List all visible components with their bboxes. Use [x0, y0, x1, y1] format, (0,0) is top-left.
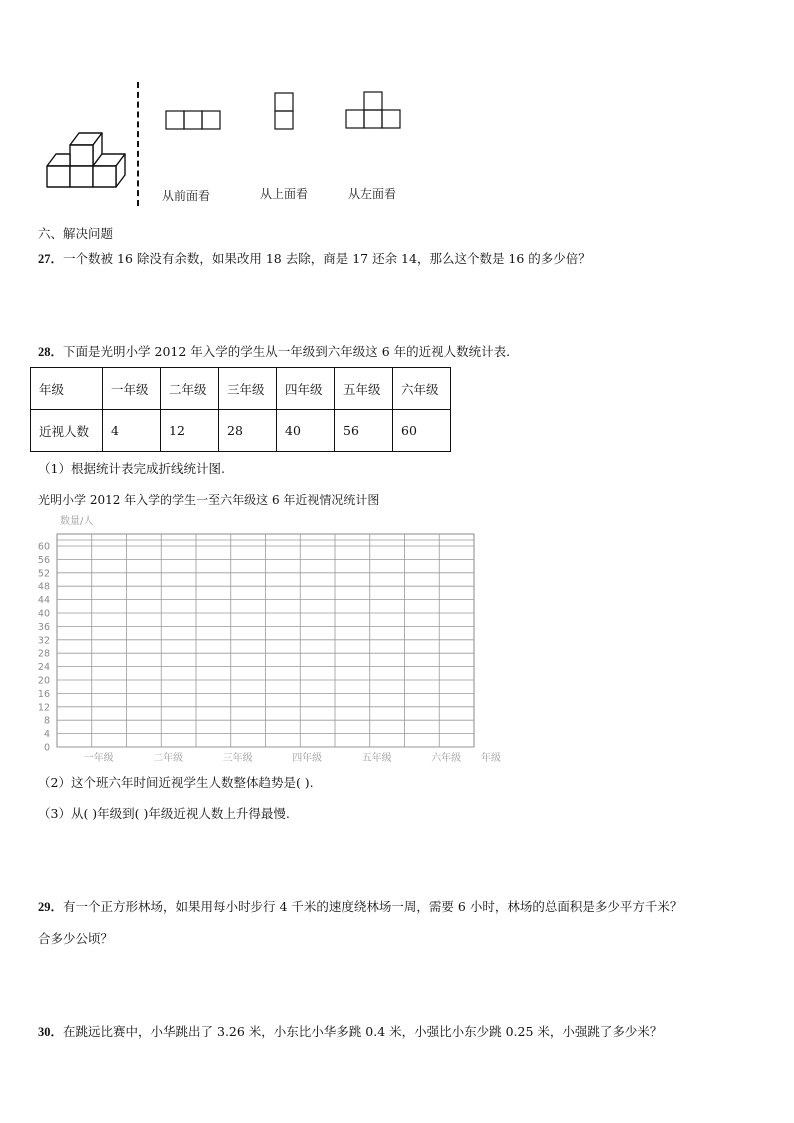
- top-view-label: 从上面看: [260, 187, 309, 201]
- question-number: 29．: [38, 900, 64, 914]
- table-cell: 六年级: [393, 368, 451, 410]
- left-view-label: 从左面看: [348, 187, 397, 201]
- table-cell: 五年级: [335, 368, 393, 410]
- y-tick-label: 4: [43, 729, 50, 741]
- y-axis-label: 数量/人: [60, 516, 94, 527]
- y-tick-label: 20: [37, 675, 50, 687]
- sub-question-1: （1）根据统计表完成折线统计图.: [38, 461, 225, 476]
- y-tick-label: 0: [43, 742, 50, 754]
- y-tick-label: 12: [37, 702, 50, 714]
- sub-question-3: （3）从( )年级到( )年级近视人数上升得最慢.: [38, 806, 290, 821]
- question-number: 30．: [38, 1025, 64, 1039]
- chart-title: 光明小学 2012 年入学的学生一至六年级这 6 年近视情况统计图: [38, 493, 380, 507]
- sub-question-2: （2）这个班六年时间近视学生人数整体趋势是( ).: [38, 775, 314, 790]
- x-tick-label: 五年级: [361, 753, 392, 764]
- question-27: [38, 249, 591, 267]
- y-tick-label: 60: [37, 541, 50, 553]
- table-cell: 40: [277, 410, 335, 452]
- x-tick-label: 六年级: [431, 753, 462, 764]
- table-cell: 12: [161, 410, 219, 452]
- question-28: [38, 342, 510, 360]
- x-tick-label: 四年级: [292, 753, 323, 764]
- table-cell: 4: [103, 410, 161, 452]
- table-cell: 56: [335, 410, 393, 452]
- question-29: [38, 897, 682, 915]
- section-title: 六、解决问题: [38, 226, 114, 241]
- y-tick-label: 52: [37, 568, 50, 580]
- question-number: 27．: [38, 252, 64, 266]
- table-row-label: 近视人数: [31, 410, 103, 452]
- y-tick-label: 24: [37, 662, 50, 674]
- x-tick-label: 一年级: [83, 753, 114, 764]
- y-tick-label: 48: [37, 581, 50, 593]
- y-tick-label: 8: [43, 715, 50, 727]
- table-row-values: [31, 410, 451, 452]
- table-cell: 四年级: [277, 368, 335, 410]
- dashed-divider: [137, 82, 139, 206]
- x-axis-label: 年级: [481, 753, 501, 764]
- question-text: 一个数被 16 除没有余数，如果改用 18 去除，商是 17 还余 14，那么这个数是 16 的多少倍？: [63, 251, 591, 266]
- question-text: 在跳远比赛中，小华跳出了 3.26 米，小东比小华多跳 0.4 米，小强比小东少跳 0.25 米，小强跳了多少米？: [63, 1024, 663, 1039]
- question-text: 下面是光明小学 2012 年入学的学生从一年级到六年级这 6 年的近视人数统计表.: [63, 344, 511, 359]
- y-tick-label: 40: [37, 608, 50, 620]
- question-number: 28．: [38, 345, 64, 359]
- table-cell: 三年级: [219, 368, 277, 410]
- cube-stack-figure: [40, 125, 130, 193]
- y-tick-label: 28: [37, 648, 50, 660]
- table-cell: 一年级: [103, 368, 161, 410]
- question-29-line2: 合多少公顷？: [38, 931, 114, 946]
- front-view-label: 从前面看: [162, 189, 211, 203]
- top-view-figure: [274, 92, 296, 132]
- y-tick-label: 32: [37, 635, 50, 647]
- table-cell: 二年级: [161, 368, 219, 410]
- front-view-figure: [165, 110, 223, 132]
- table-header-label: 年级: [31, 368, 103, 410]
- left-view-figure: [345, 91, 405, 131]
- table-row-grades: [31, 368, 451, 410]
- table-cell: 60: [393, 410, 451, 452]
- stats-table: [30, 367, 451, 452]
- x-tick-label: 三年级: [222, 753, 253, 764]
- line-chart[interactable]: [30, 508, 510, 770]
- question-text: 有一个正方形林场，如果用每小时步行 4 千米的速度绕林场一周，需要 6 小时，林场的总面积是多少平方千米？: [63, 899, 683, 914]
- x-tick-label: 二年级: [153, 753, 184, 764]
- y-tick-label: 56: [37, 554, 50, 566]
- table-cell: 28: [219, 410, 277, 452]
- y-tick-label: 36: [37, 621, 50, 633]
- y-tick-label: 44: [37, 595, 50, 607]
- question-30: [38, 1022, 662, 1040]
- y-tick-label: 16: [37, 688, 50, 700]
